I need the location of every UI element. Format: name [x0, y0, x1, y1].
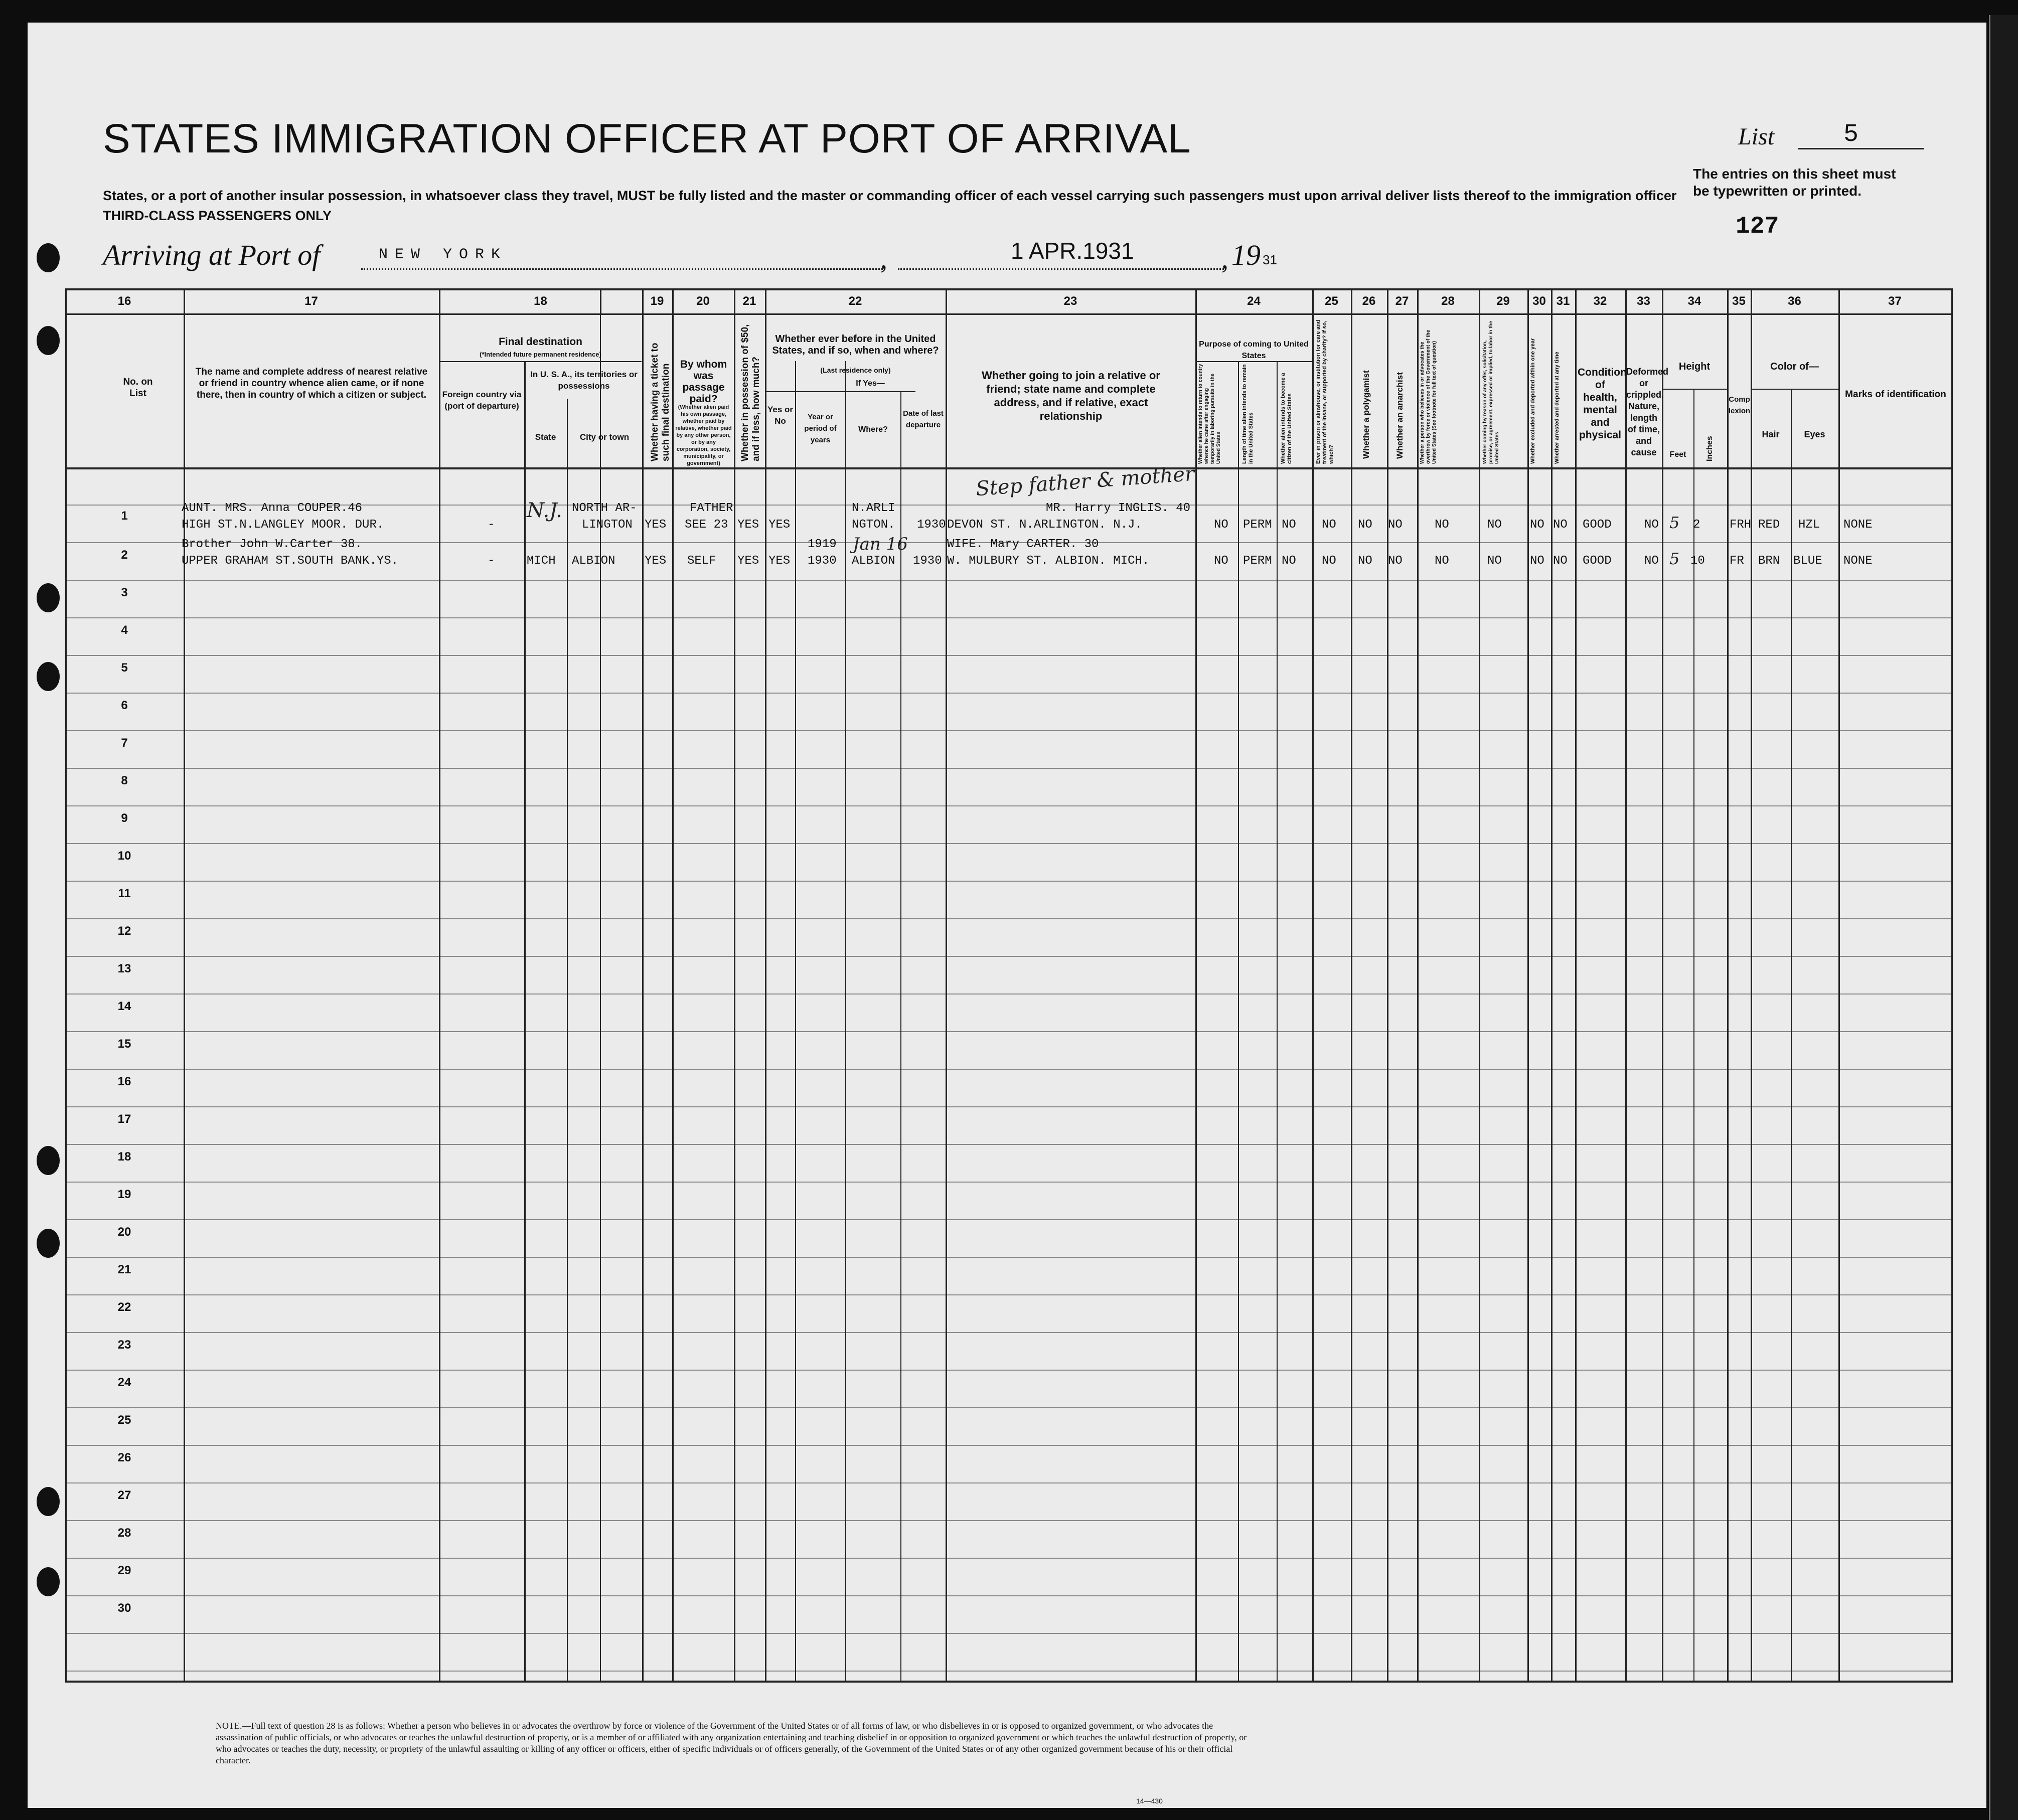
col-line	[1238, 361, 1239, 1683]
header-final-destination: Final destination	[499, 336, 582, 348]
header-state: State	[535, 432, 556, 442]
p1-complexion: FRH	[1730, 518, 1752, 532]
header-no-on-list: No. on List	[123, 377, 153, 399]
col-line	[1387, 288, 1388, 1683]
row-line	[65, 1370, 1951, 1371]
p1-purpose-return: NO	[1214, 518, 1228, 532]
row-line	[65, 1633, 1951, 1634]
port-value: NEW YORK	[379, 246, 508, 263]
p1-foreign: -	[488, 518, 495, 532]
row-line	[65, 994, 1951, 995]
row-line	[65, 1257, 1951, 1258]
p2-year-line2: 1930	[808, 554, 837, 568]
stamped-page-number: 127	[1736, 213, 1779, 240]
header-health: Condition of health, mental and physical	[1578, 367, 1627, 441]
p1-ticket: YES	[645, 518, 667, 532]
p2-marks: NONE	[1843, 554, 1873, 568]
p1-overthrow: NO	[1435, 518, 1449, 532]
row-number: 21	[117, 1263, 131, 1276]
row-number: 19	[117, 1188, 131, 1201]
header-prison: Ever in prison or almshouse, or institution for care and treatment of the insane, or supported by charity? If so, which?	[1315, 319, 1334, 464]
p2-relative-line2: UPPER GRAHAM ST.SOUTH BANK.YS.	[182, 554, 399, 568]
row-line	[65, 1106, 1951, 1107]
row-line	[65, 1182, 1951, 1183]
p1-paid-line1: FATHER	[690, 502, 733, 515]
p2-deformed: NO	[1644, 554, 1659, 568]
entries-note-line1: The entries on this sheet must	[1693, 166, 1896, 182]
manifest-table	[65, 288, 1951, 1683]
row-number: 12	[117, 924, 131, 938]
header-inches: Inches	[1705, 436, 1714, 461]
row-number: 2	[121, 548, 128, 562]
p2-polygamist: NO	[1358, 554, 1372, 568]
row-number: 23	[117, 1338, 131, 1352]
col-line	[1479, 288, 1480, 1683]
p2-overthrow: NO	[1435, 554, 1449, 568]
column-number: 31	[1556, 294, 1570, 308]
row-line	[65, 730, 1951, 731]
col-line	[845, 361, 846, 1683]
header-color-of: Color of—	[1770, 361, 1819, 372]
header-excluded: Whether excluded and deported within one year	[1530, 338, 1536, 464]
col-line	[1693, 389, 1694, 1683]
comma-separator: ,	[880, 244, 887, 275]
row-line	[65, 1445, 1951, 1446]
p1-money: YES	[737, 518, 759, 532]
p1-paid-line2: SEE 23	[685, 518, 728, 532]
row-number: 5	[121, 661, 128, 675]
col-line	[524, 361, 526, 1683]
arriving-label: Arriving at Port of	[103, 239, 321, 271]
p1-join-line1: MR. Harry INGLIS. 40	[1046, 502, 1191, 515]
footnote-question-28: NOTE.—Full text of question 28 is as follows: Whether a person who believes in or advocates the overthrow by force or violence of the Government of the United States or of all forms of law, or who disbelieves in or is opposed to organized government, or who advocates the assassination of public officials, or who advocates or teaches the unlawful destruction of property, or is a member of or affiliated with any organization entertaining and teaching disbelief in or opposition to organized government or which teaches the unlawful destruction of property, or who advocates or teaches the duty, necessity, or propriety of the unlawful assaulting or killing of any officer or officers, either of specific individuals or of officers generally, of the Government of the United States or of any other organized government because of his or their official character.	[216, 1721, 1247, 1765]
header-nearest-relative: The name and complete address of nearest relative or friend in country whence alien came, or if none there, then in country of which a citizen or subject.	[195, 367, 428, 400]
header-purpose-return: Whether alien intends to return to country whence he came after engaging temporarily in laboring pursuits in the United States	[1198, 364, 1221, 464]
col-line	[946, 288, 947, 1683]
col-line	[439, 288, 440, 1683]
p2-paid: SELF	[687, 554, 716, 568]
p2-deported: NO	[1553, 554, 1568, 568]
page-title: STATES IMMIGRATION OFFICER AT PORT OF ARRIVAL	[103, 116, 1191, 161]
header-final-destination-note: (*Intended future permanent residence)	[480, 351, 601, 358]
p2-height-inches: 10	[1690, 554, 1705, 568]
p1-relative-line1: AUNT. MRS. Anna COUPER.46	[182, 502, 363, 515]
col-line	[1951, 288, 1953, 1683]
column-number: 36	[1788, 294, 1801, 308]
binder-hole	[37, 662, 60, 691]
col-line	[65, 288, 67, 1683]
col-line	[1727, 288, 1729, 1683]
header-in-usa: In U. S. A., its territories or possessions	[530, 370, 638, 391]
p2-where-handwritten: Jan 16	[853, 534, 908, 554]
col-line	[1575, 288, 1577, 1683]
p2-state: MICH	[527, 554, 556, 568]
column-number: 27	[1395, 294, 1409, 308]
header-subline	[765, 391, 915, 392]
col-line	[1625, 288, 1627, 1683]
col-line	[1838, 288, 1840, 1683]
header-purpose: Purpose of coming to United States	[1199, 340, 1309, 360]
header-subline	[439, 361, 642, 362]
col-line	[642, 288, 644, 1683]
binder-hole	[37, 1567, 60, 1596]
row-line	[65, 1069, 1951, 1070]
header-deported: Whether arrested and deported at any time	[1554, 352, 1560, 464]
header-date-last-departure: Date of last departure	[903, 409, 944, 429]
col-line	[795, 361, 796, 1683]
col-line	[567, 399, 568, 1683]
header-polygamist: Whether a polygamist	[1361, 370, 1371, 459]
row-number: 8	[121, 774, 128, 787]
row-number: 10	[117, 849, 131, 863]
column-number: 17	[304, 294, 318, 308]
col-line	[672, 288, 674, 1683]
p1-state-handwritten: N.J.	[527, 499, 562, 522]
binder-hole	[37, 583, 60, 612]
entries-note	[1693, 166, 1896, 200]
year-prefix: 19	[1231, 239, 1261, 271]
binder-hole	[37, 326, 60, 355]
header-year-period: Year or period of years	[804, 413, 837, 444]
col-line	[1551, 288, 1553, 1683]
header-ever-before: Whether ever before in the United States, and if so, when and where?	[772, 334, 939, 356]
row-number: 17	[117, 1112, 131, 1126]
col-line	[1312, 288, 1314, 1683]
header-ticket: Whether having a ticket to such final destination	[650, 343, 671, 461]
p2-where-line2: ALBION	[852, 554, 895, 568]
row-number: 24	[117, 1376, 131, 1389]
list-number: 5	[1843, 120, 1859, 149]
row-number: 13	[117, 962, 131, 975]
header-money: Whether in possession of $50, and if less, how much?	[740, 324, 761, 461]
column-number: 21	[742, 294, 756, 308]
row-number: 27	[117, 1488, 131, 1502]
row-number: 7	[121, 736, 128, 750]
header-overthrow: Whether a person who believes in or advocates the overthrow by force or violence of the Government of the United States (See footnote for full text of question)	[1420, 329, 1437, 464]
row-number: 1	[121, 509, 128, 523]
p1-where-line2: NGTON.	[852, 518, 895, 532]
row-number: 9	[121, 811, 128, 825]
form-number: 14—430	[1136, 1797, 1163, 1805]
binder-hole	[37, 243, 60, 272]
column-number: 16	[117, 294, 131, 308]
p1-contract: NO	[1487, 518, 1502, 532]
p2-join-line1: WIFE. Mary CARTER. 30	[947, 538, 1099, 551]
column-number: 35	[1732, 294, 1746, 308]
p2-purpose-length: PERM	[1243, 554, 1272, 568]
column-number: 19	[650, 294, 664, 308]
row-number: 16	[117, 1075, 131, 1088]
row-line	[65, 1482, 1951, 1483]
p1-eyes: HZL	[1798, 518, 1820, 532]
header-where: Where?	[858, 425, 888, 434]
list-number-underline	[1798, 148, 1924, 149]
header-passage-note: (Whether alien paid his own passage, whether paid by relative, whether paid by any other person, or by any corporation, society, municipality, or government)	[675, 404, 732, 466]
column-number: 34	[1687, 294, 1701, 308]
row-line	[65, 1219, 1951, 1220]
p1-anarchist: NO	[1388, 518, 1403, 532]
col-line	[1195, 288, 1197, 1683]
row-line	[65, 655, 1951, 656]
p2-health: GOOD	[1583, 554, 1612, 568]
p1-excluded: NO	[1530, 518, 1544, 532]
column-number: 24	[1247, 294, 1261, 308]
binder-hole	[37, 1146, 60, 1175]
p2-complexion: FR	[1730, 554, 1744, 568]
column-number: 26	[1362, 294, 1376, 308]
row-number: 26	[117, 1451, 131, 1464]
header-contract-labor: Whether coming by reason of any offer, solicitation, promise, or agreement, expressed or implied, to labor in the United States	[1482, 320, 1500, 464]
p1-deformed: NO	[1644, 518, 1659, 532]
row-number: 18	[117, 1150, 131, 1164]
p1-purpose-length: PERM	[1243, 518, 1272, 532]
col-line	[1791, 389, 1792, 1683]
comma-separator: ,	[1221, 244, 1228, 275]
binder-hole	[37, 1487, 60, 1516]
column-number: 20	[696, 294, 710, 308]
p2-relative-line1: Brother John W.Carter 38.	[182, 538, 363, 551]
p1-join-handwritten: Step father & mother	[975, 462, 1195, 501]
p1-purpose-citizen: NO	[1282, 518, 1296, 532]
row-number: 20	[117, 1225, 131, 1239]
column-number: 37	[1888, 294, 1902, 308]
p1-marks: NONE	[1843, 518, 1873, 532]
manifest-sheet	[28, 23, 1986, 1808]
p2-purpose-return: NO	[1214, 554, 1228, 568]
row-line	[65, 768, 1951, 769]
column-number: 18	[534, 294, 547, 308]
p2-foreign: -	[488, 554, 495, 568]
row-number: 4	[121, 623, 128, 637]
p1-prison: NO	[1322, 518, 1336, 532]
column-number: 30	[1532, 294, 1546, 308]
header-eyes: Eyes	[1804, 429, 1825, 439]
header-bottom-border	[65, 467, 1951, 469]
p1-before: YES	[768, 518, 791, 532]
row-line	[65, 1671, 1951, 1672]
p1-join-line2: DEVON ST. N.ARLINGTON. N.J.	[947, 518, 1142, 532]
date-underline	[898, 268, 1224, 270]
col-line	[1277, 361, 1278, 1683]
instructions-line: States, or a port of another insular possession, in whatsoever class they travel, MUST be fully listed and the master or commanding officer of each vessel carrying such passengers must upon arrival deliver lists thereof to the immigration officer	[103, 188, 1677, 203]
p2-year-line1: 1919	[808, 538, 837, 551]
header-deformed: Deformed or crippled. Nature, length of time, and cause	[1626, 367, 1669, 457]
column-number-divider	[65, 313, 1951, 315]
entries-note-line2: be typewritten or printed.	[1693, 183, 1862, 199]
header-height: Height	[1678, 361, 1711, 372]
header-anarchist: Whether an anarchist	[1395, 372, 1405, 459]
header-purpose-length: Length of time alien intends to remain in the United States	[1241, 364, 1254, 464]
p2-prison: NO	[1322, 554, 1336, 568]
row-line	[65, 881, 1951, 882]
header-purpose-citizen: Whether alien intends to become a citizen of the United States	[1280, 373, 1293, 464]
p2-contract: NO	[1487, 554, 1502, 568]
ledger-binding-edge	[1989, 15, 2018, 1820]
port-underline	[361, 268, 883, 270]
p1-hair: RED	[1758, 518, 1780, 532]
year-suffix: 31	[1263, 252, 1277, 267]
header-yes-no: Yes or No	[767, 405, 794, 426]
header-complexion: Complexion	[1728, 395, 1751, 415]
header-feet: Feet	[1669, 450, 1686, 459]
row-line	[65, 1332, 1951, 1333]
row-line	[65, 843, 1951, 844]
p1-deported: NO	[1553, 518, 1568, 532]
col-line	[1662, 288, 1663, 1683]
row-number: 15	[117, 1037, 131, 1051]
p2-anarchist: NO	[1388, 554, 1403, 568]
p1-relative-line2: HIGH ST.N.LANGLEY MOOR. DUR.	[182, 518, 384, 532]
row-number: 11	[118, 887, 131, 900]
header-passage-paid: By whom was passage paid?	[680, 359, 727, 405]
row-line	[65, 1595, 1951, 1596]
column-number: 25	[1325, 294, 1338, 308]
p2-before: YES	[768, 554, 791, 568]
header-joining-relative: Whether going to join a relative or friend; state name and complete address, and if relative, exact relationship	[982, 369, 1160, 422]
p1-depart: 1930	[917, 518, 946, 532]
col-line	[734, 288, 735, 1683]
passenger-class-line: THIRD-CLASS PASSENGERS ONLY	[103, 208, 332, 223]
row-number: 14	[117, 1000, 131, 1013]
header-marks: Marks of identification	[1845, 389, 1946, 400]
p2-city: ALBION	[572, 554, 615, 568]
col-line	[765, 288, 766, 1683]
header-subline	[1751, 389, 1838, 390]
column-number: 23	[1063, 294, 1077, 308]
row-number: 3	[121, 586, 128, 599]
row-line	[65, 1520, 1951, 1521]
row-line	[65, 1031, 1951, 1032]
row-number: 22	[117, 1300, 131, 1314]
p2-ticket: YES	[645, 554, 667, 568]
header-city: City or town	[579, 432, 630, 442]
p1-height-inches: 2	[1693, 518, 1700, 532]
row-line	[65, 1407, 1951, 1408]
binder-hole	[37, 1229, 60, 1258]
row-line	[65, 1558, 1951, 1559]
p2-money: YES	[737, 554, 759, 568]
header-subline	[1662, 389, 1727, 390]
p1-health: GOOD	[1583, 518, 1612, 532]
p2-join-line2: W. MULBURY ST. ALBION. MICH.	[947, 554, 1150, 568]
p1-city-line2: LINGTON	[582, 518, 633, 532]
row-number: 25	[117, 1413, 131, 1427]
row-line	[65, 617, 1951, 618]
row-line	[65, 805, 1951, 806]
header-last-residence: (Last residence only)	[820, 366, 891, 374]
p1-where-line1: N.ARLI	[852, 502, 895, 515]
column-number: 33	[1637, 294, 1650, 308]
p1-height-feet: 5	[1669, 513, 1680, 532]
row-number: 28	[117, 1526, 131, 1540]
p2-hair: BRN	[1758, 554, 1780, 568]
header-foreign-country: Foreign country via (port of departure)	[442, 390, 522, 411]
list-label: List	[1738, 123, 1775, 150]
row-line	[65, 1294, 1951, 1295]
col-line	[1527, 288, 1529, 1683]
p2-eyes: BLUE	[1793, 554, 1822, 568]
col-line	[900, 391, 901, 1683]
row-line	[65, 693, 1951, 694]
row-line	[65, 918, 1951, 919]
table-bottom-border	[65, 1681, 1951, 1683]
col-line	[184, 288, 185, 1683]
col-line	[1417, 288, 1419, 1683]
row-number: 30	[117, 1601, 131, 1615]
p2-excluded: NO	[1530, 554, 1544, 568]
header-if-yes: If Yes—	[856, 379, 885, 388]
arrival-date-stamp: 1 APR.1931	[1011, 238, 1134, 264]
column-number: 28	[1441, 294, 1455, 308]
p2-purpose-citizen: NO	[1282, 554, 1296, 568]
row-number: 6	[121, 699, 128, 712]
column-number: 29	[1496, 294, 1510, 308]
p1-city-line1: NORTH AR-	[572, 502, 637, 515]
row-line	[65, 580, 1951, 581]
row-line	[65, 956, 1951, 957]
header-hair: Hair	[1762, 429, 1780, 439]
col-line	[1351, 288, 1352, 1683]
row-number: 29	[117, 1564, 131, 1577]
p2-height-feet: 5	[1669, 549, 1680, 568]
p1-polygamist: NO	[1358, 518, 1372, 532]
p2-depart: 1930	[913, 554, 942, 568]
row-line	[65, 1144, 1951, 1145]
col-line	[1751, 288, 1752, 1683]
table-top-border	[65, 288, 1951, 290]
column-number: 22	[848, 294, 862, 308]
column-number: 32	[1593, 294, 1607, 308]
